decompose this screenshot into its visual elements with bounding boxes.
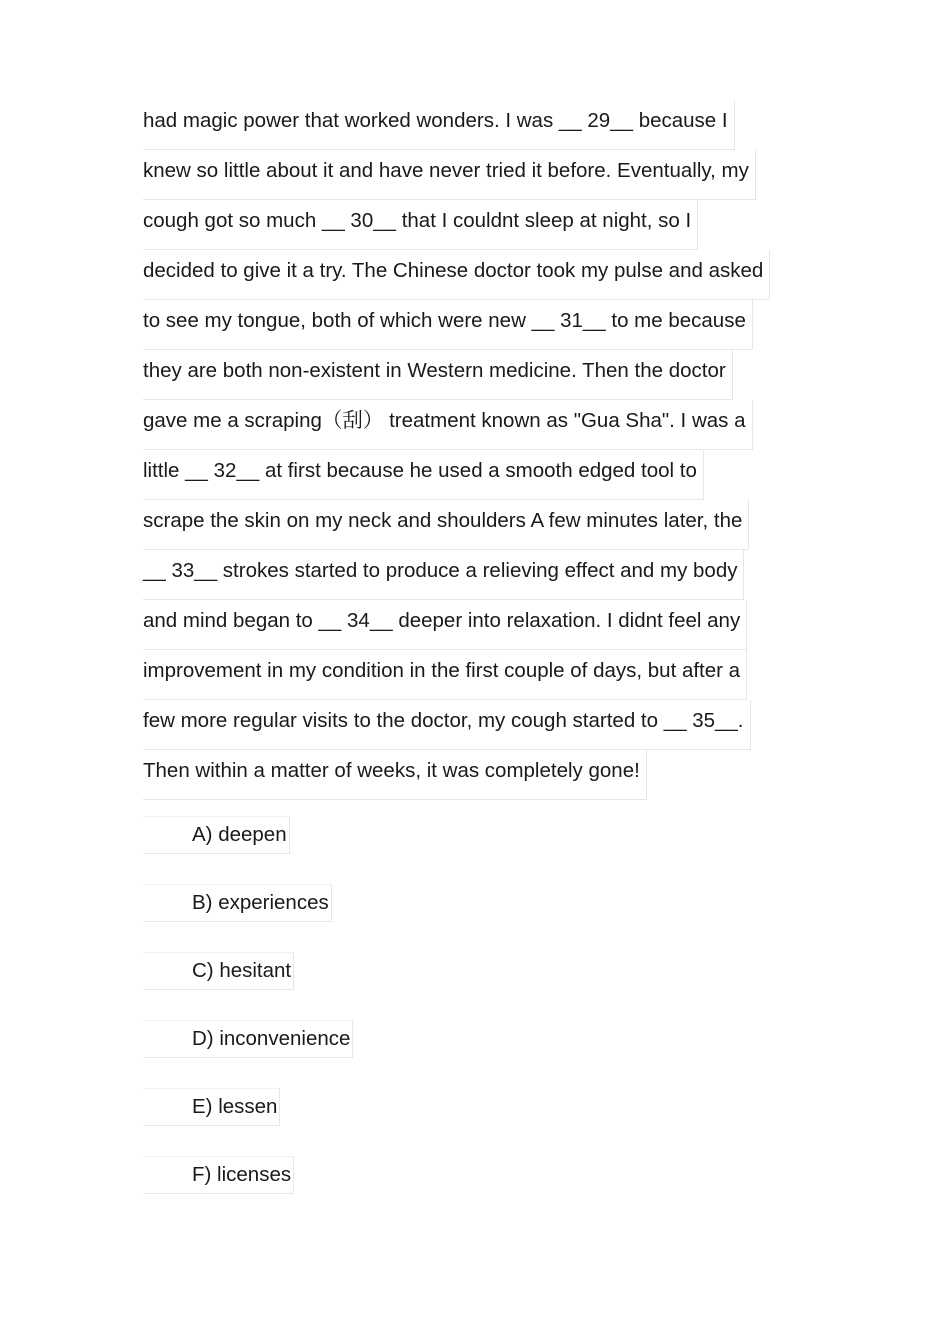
option-label: B) experiences [143, 884, 332, 922]
passage-line: cough got so much __ 30__ that I couldnt sleep at night, so I [143, 200, 698, 250]
answer-options [143, 816, 353, 1224]
option-f [143, 1156, 294, 1224]
passage-line: little __ 32__ at first because he used a smooth edged tool to [143, 450, 704, 500]
passage-line: __ 33__ strokes started to produce a relieving effect and my body [143, 550, 744, 600]
option-label: A) deepen [143, 816, 290, 854]
passage-line: Then within a matter of weeks, it was completely gone! [143, 750, 647, 800]
passage-line: to see my tongue, both of which were new __ 31__ to me because [143, 300, 753, 350]
option-b [143, 884, 332, 952]
option-label: C) hesitant [143, 952, 294, 990]
passage-line: gave me a scraping（刮） treatment known as "Gua Sha". I was a [143, 400, 753, 450]
passage-line: scrape the skin on my neck and shoulders A few minutes later, the [143, 500, 749, 550]
option-e [143, 1088, 280, 1156]
option-d [143, 1020, 353, 1088]
passage-line: and mind began to __ 34__ deeper into relaxation. I didnt feel any [143, 600, 747, 650]
option-label: D) inconvenience [143, 1020, 353, 1058]
passage-line: they are both non-existent in Western medicine. Then the doctor [143, 350, 733, 400]
option-a [143, 816, 290, 884]
option-label: E) lessen [143, 1088, 280, 1126]
passage-line: few more regular visits to the doctor, my cough started to __ 35__. [143, 700, 751, 750]
option-c [143, 952, 294, 1020]
reading-passage [143, 100, 823, 800]
passage-line: improvement in my condition in the first couple of days, but after a [143, 650, 747, 700]
passage-line: had magic power that worked wonders. I was __ 29__ because I [143, 100, 735, 150]
passage-line: decided to give it a try. The Chinese doctor took my pulse and asked [143, 250, 770, 300]
passage-line: knew so little about it and have never tried it before. Eventually, my [143, 150, 756, 200]
option-label: F) licenses [143, 1156, 294, 1194]
